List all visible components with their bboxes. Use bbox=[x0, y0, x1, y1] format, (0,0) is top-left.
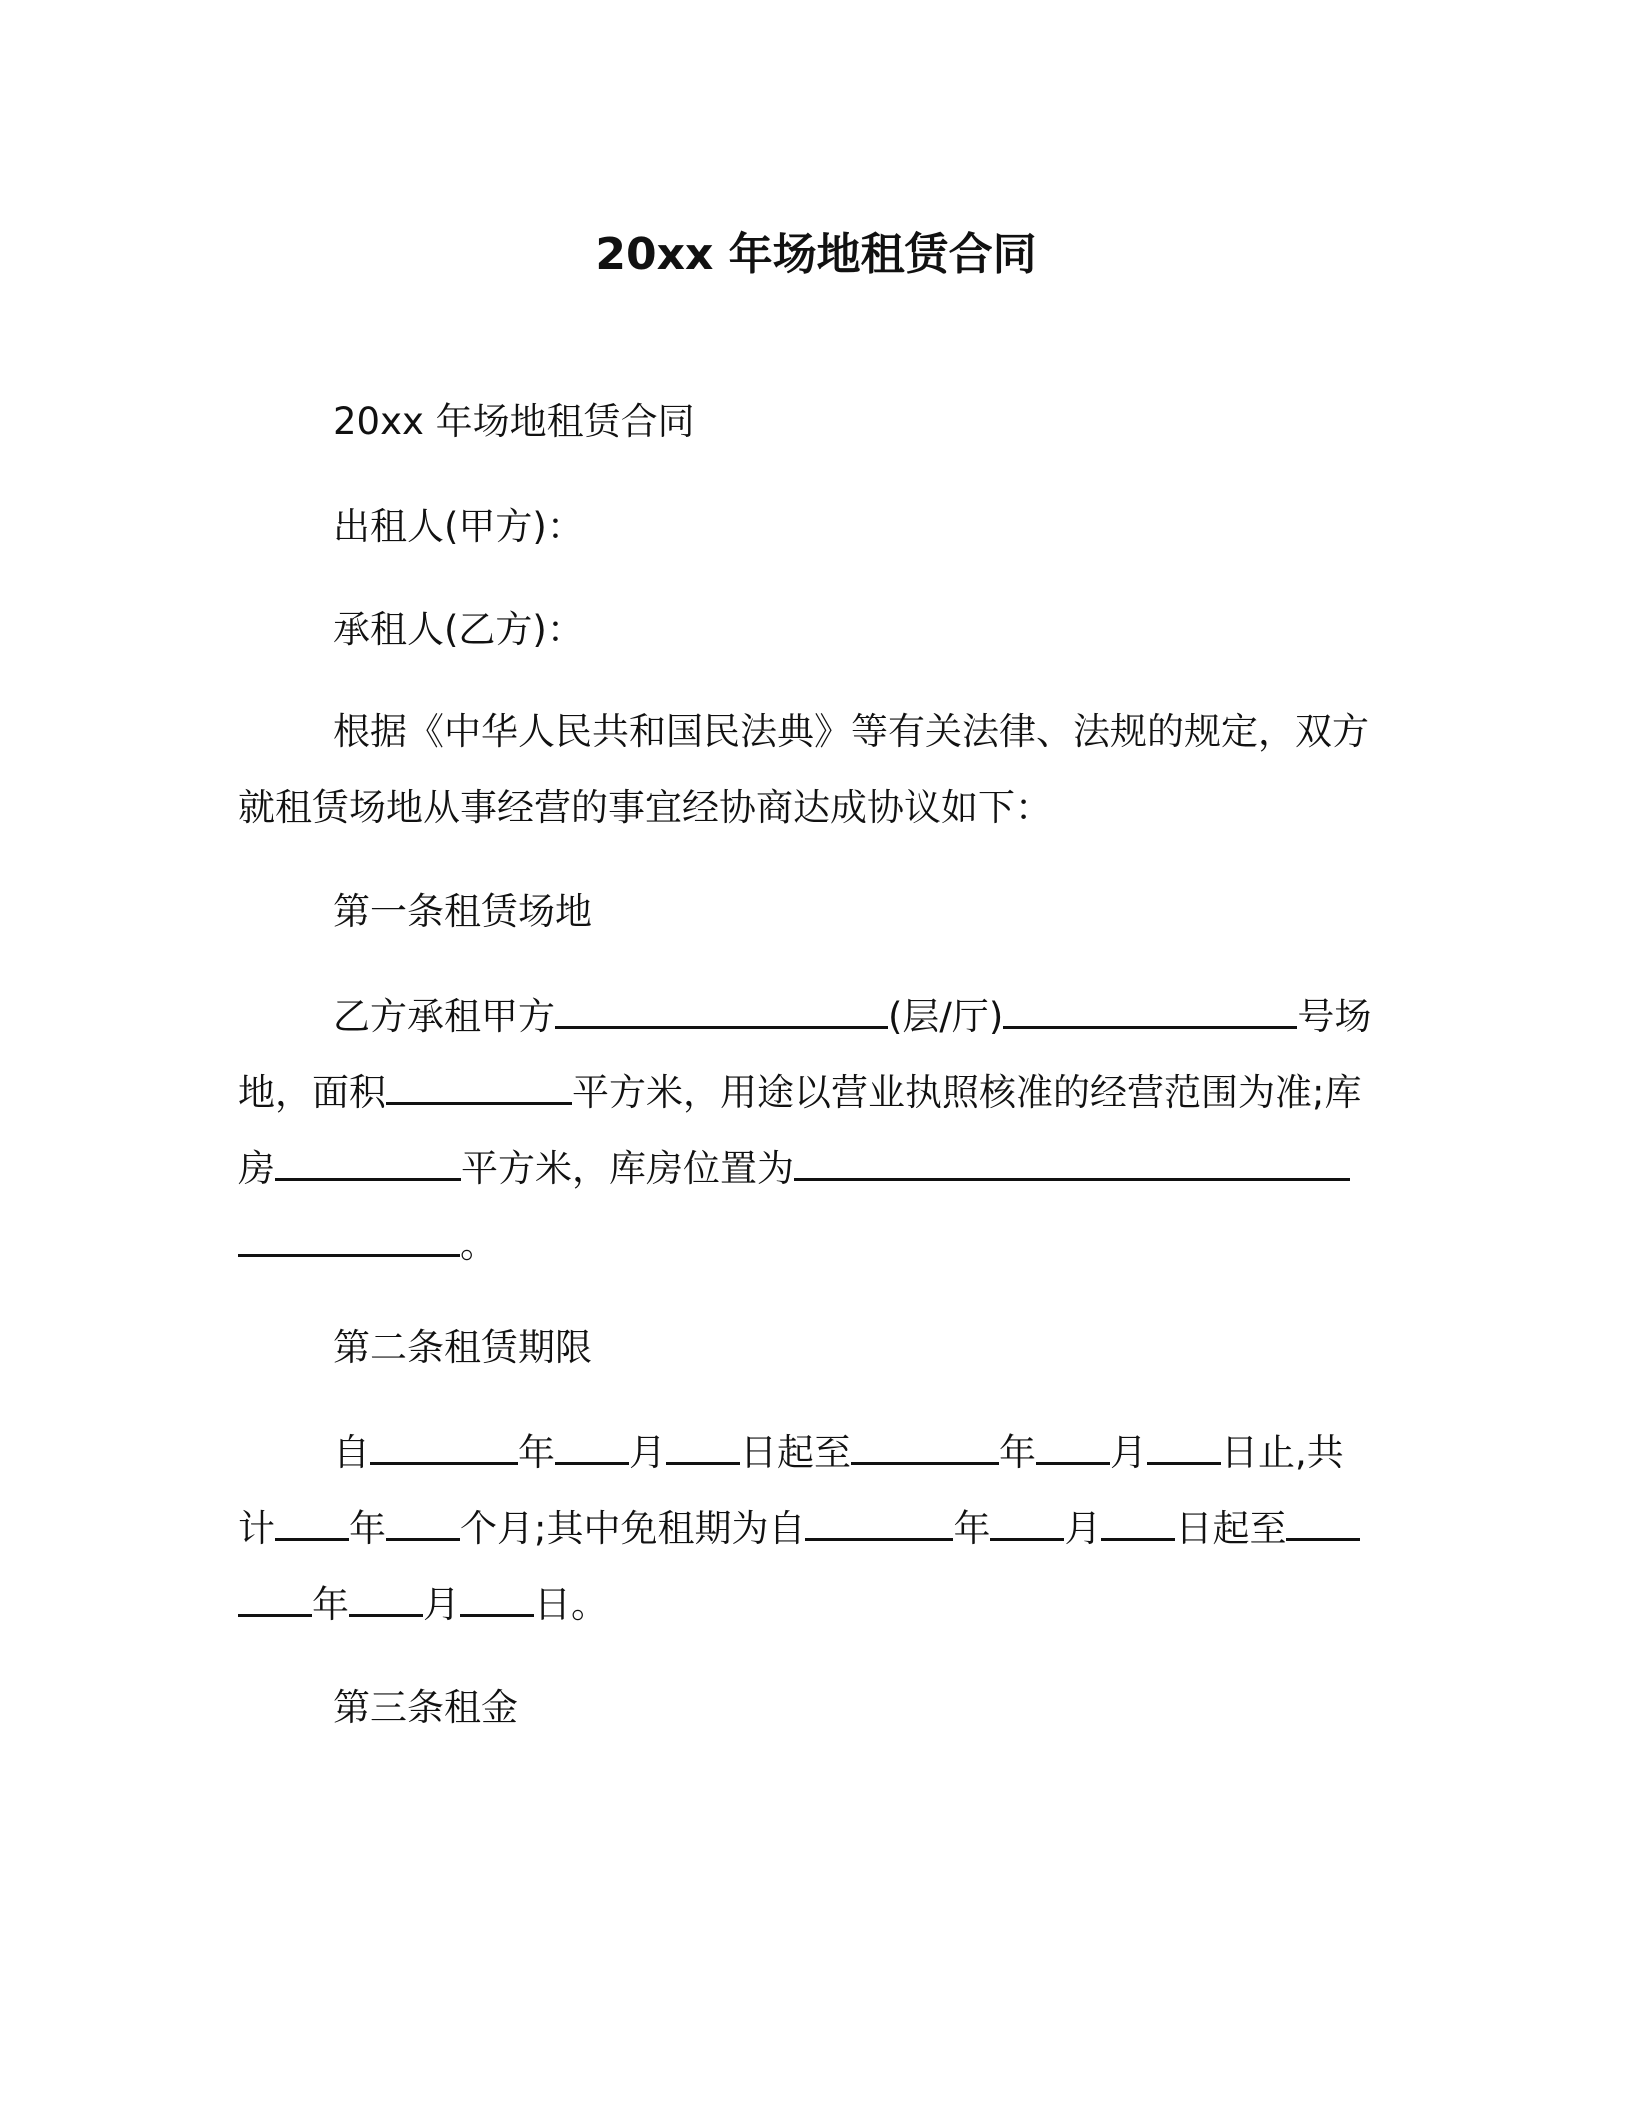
text-segment: 平方米，用途以营业执照核准的经营范围为准;库 bbox=[572, 1071, 1362, 1114]
fill-blank-free-start-year[interactable] bbox=[805, 1500, 953, 1541]
fill-blank-start-month[interactable] bbox=[555, 1424, 629, 1465]
text-segment: 年 bbox=[953, 1507, 991, 1550]
article-1-line-3 bbox=[238, 1140, 1350, 1197]
article-3-heading: 第三条租金 bbox=[333, 1686, 518, 1729]
text-segment: 计 bbox=[238, 1507, 275, 1550]
text-segment: 月 bbox=[629, 1431, 666, 1474]
text-segment: 地，面积 bbox=[238, 1071, 386, 1114]
fill-blank-total-years[interactable] bbox=[275, 1500, 349, 1541]
fill-blank-end-month[interactable] bbox=[1036, 1424, 1110, 1465]
text-segment: 年 bbox=[518, 1431, 555, 1474]
fill-blank-start-day[interactable] bbox=[666, 1424, 740, 1465]
subtitle: 20xx 年场地租赁合同 bbox=[333, 400, 695, 443]
text-segment: 平方米，库房位置为 bbox=[461, 1147, 794, 1190]
fill-blank-start-year[interactable] bbox=[370, 1424, 518, 1465]
fill-blank-end-day[interactable] bbox=[1147, 1424, 1221, 1465]
fill-blank-floor[interactable] bbox=[555, 988, 888, 1029]
fill-blank-site-number[interactable] bbox=[1003, 988, 1297, 1029]
document-title: 20xx 年场地租赁合同 bbox=[595, 229, 1037, 280]
article-1-line-2 bbox=[238, 1064, 1361, 1121]
article-1-heading: 第一条租赁场地 bbox=[333, 890, 592, 933]
article-2-line-2 bbox=[238, 1500, 1360, 1557]
fill-blank-free-end-year-cont[interactable] bbox=[238, 1576, 312, 1617]
article-1-line-4 bbox=[238, 1216, 497, 1273]
fill-blank-warehouse-location-cont[interactable] bbox=[238, 1216, 460, 1257]
text-segment: 年 bbox=[349, 1507, 386, 1550]
text-segment: 日。 bbox=[534, 1583, 608, 1626]
text-segment: 日起至 bbox=[1175, 1507, 1287, 1550]
article-2-line-3 bbox=[238, 1576, 608, 1633]
text-segment: 日起至 bbox=[740, 1431, 851, 1474]
text-segment: 月 bbox=[1110, 1431, 1147, 1474]
fill-blank-free-end-year[interactable] bbox=[1286, 1500, 1360, 1541]
text-segment: 。 bbox=[460, 1223, 497, 1266]
fill-blank-free-end-day[interactable] bbox=[460, 1576, 534, 1617]
text-segment: 个月;其中免租期为自 bbox=[460, 1507, 806, 1550]
text-segment: 年 bbox=[312, 1583, 349, 1626]
text-segment: 自 bbox=[333, 1431, 370, 1474]
lessee-label: 承租人(乙方)： bbox=[333, 608, 584, 651]
fill-blank-end-year[interactable] bbox=[851, 1424, 999, 1465]
text-segment: 房 bbox=[238, 1147, 275, 1190]
fill-blank-warehouse-location[interactable] bbox=[794, 1140, 1350, 1181]
article-2-line-1 bbox=[333, 1424, 1344, 1481]
preamble-line-2: 就租赁场地从事经营的事宜经协商达成协议如下： bbox=[238, 786, 1052, 829]
fill-blank-warehouse-area[interactable] bbox=[275, 1140, 461, 1181]
text-segment: 月 bbox=[1064, 1507, 1102, 1550]
text-segment: 日止,共 bbox=[1221, 1431, 1344, 1474]
text-segment: 号场 bbox=[1297, 995, 1372, 1038]
fill-blank-free-end-month[interactable] bbox=[349, 1576, 423, 1617]
preamble-line-1: 根据《中华人民共和国民法典》等有关法律、法规的规定，双方 bbox=[333, 710, 1369, 753]
text-segment: 月 bbox=[423, 1583, 460, 1626]
fill-blank-area[interactable] bbox=[386, 1064, 572, 1105]
article-2-heading: 第二条租赁期限 bbox=[333, 1326, 592, 1369]
text-segment: 年 bbox=[999, 1431, 1036, 1474]
fill-blank-free-start-month[interactable] bbox=[990, 1500, 1064, 1541]
fill-blank-total-months[interactable] bbox=[386, 1500, 460, 1541]
fill-blank-free-start-day[interactable] bbox=[1101, 1500, 1175, 1541]
text-segment: 乙方承租甲方 bbox=[333, 995, 555, 1038]
text-segment: (层/厅) bbox=[888, 995, 1004, 1038]
article-1-line-1 bbox=[333, 988, 1371, 1045]
lessor-label: 出租人(甲方)： bbox=[333, 505, 584, 548]
